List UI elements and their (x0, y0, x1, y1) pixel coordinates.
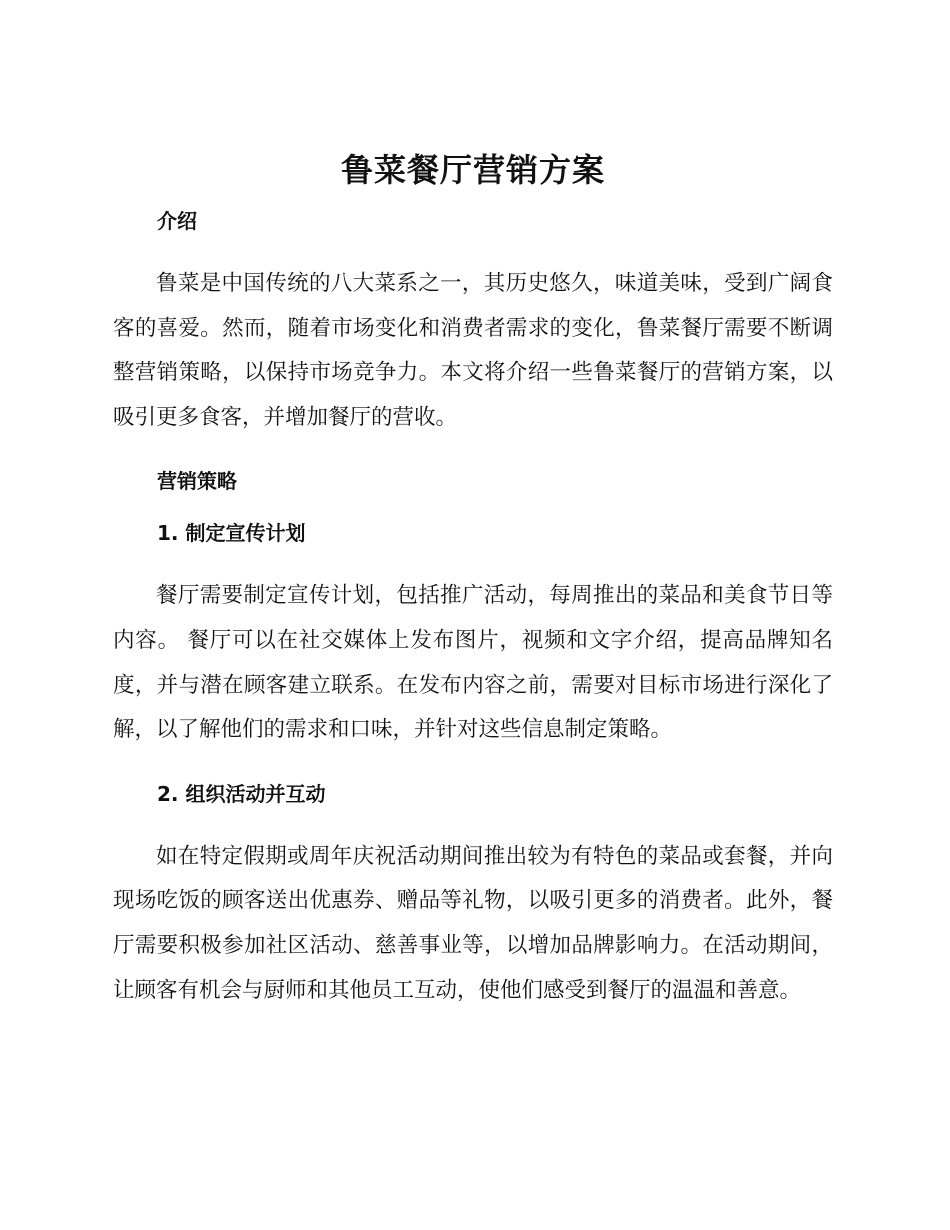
paragraph-intro: 鲁菜是中国传统的八大菜系之一，其历史悠久，味道美味，受到广阔食客的喜爱。然而，随着市场变化和消费者需求的变化，鲁菜餐厅需要不断调整营销策略，以保持市场竞争力。本文将介绍一些鲁菜餐厅的营销方案，以吸引更多食客，并增加餐厅的营收。 (113, 271, 833, 430)
paragraph-publicity: 餐厅需要制定宣传计划，包括推广活动，每周推出的菜品和美食节日等内容。 餐厅可以在社交媒体上发布图片，视频和文字介绍，提高品牌知名度，并与潜在顾客建立联系。在发布内容之前，需要对目标市场进行深化了解，以了解他们的需求和口味，并针对这些信息制定策略。 (113, 583, 833, 743)
subsection-heading-publicity: 1. 制定宣传计划 (157, 521, 306, 546)
paragraph-events: 如在特定假期或周年庆祝活动期间推出较为有特色的菜品或套餐，并向现场吃饭的顾客送出优惠券、赠品等礼物，以吸引更多的消费者。此外，餐厅需要积极参加社区活动、慈善事业等，以增加品牌影响力。在活动期间，让顾客有机会与厨师和其他员工互动，使他们感受到餐厅的温温和善意。 (113, 843, 833, 1003)
document-title: 鲁菜餐厅营销方案 (340, 151, 605, 189)
section-heading-strategy: 营销策略 (157, 469, 237, 494)
subsection-heading-events: 2. 组织活动并互动 (157, 781, 326, 806)
section-heading-intro: 介绍 (157, 209, 197, 233)
